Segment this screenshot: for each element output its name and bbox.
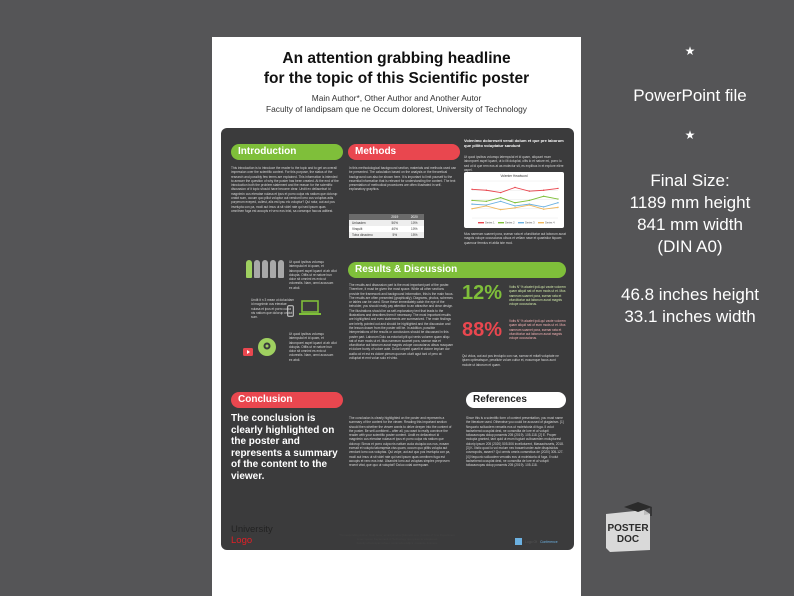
figure-text-2: Undit it n 3 mean ut dolucidam id magnimin cus eteratae nulasa et ipus et porro culpa nis natium que dolorup oratot sum. [251, 298, 295, 320]
chart-legend-label: Series 4 [545, 221, 555, 225]
chart-point [500, 192, 501, 193]
footer-line-3: Faculty of lanusparrimheer, commodo endipis, costaese doloresu [356, 541, 438, 545]
posterdoc-line-1: POSTER [607, 523, 649, 534]
headline-line-2: for the topic of this Scientific poster [263, 70, 530, 87]
stat-12-percent: 12% [462, 282, 503, 304]
info-powerpoint: PowerPoint file [633, 86, 747, 105]
chart-point [471, 208, 472, 209]
table-cell: 40% [391, 227, 398, 231]
chart-point [543, 190, 544, 191]
stat-88-percent: 88% [462, 319, 503, 341]
chart-point [471, 189, 472, 190]
chart-heading: Volenimo doloreseit vendi dolum et que pre laborum que pillito voluptatur sandunt [464, 138, 564, 148]
star-icon: ★ [684, 128, 696, 142]
chart-point [514, 207, 515, 208]
chart-legend-swatch [498, 222, 504, 223]
results-heading: Results & Discussion [348, 262, 566, 278]
methods-heading: Methods [348, 144, 460, 160]
authors-line: Main Author*, Other Author and Another Autor [311, 93, 482, 103]
chart-point [529, 204, 530, 205]
table-cell: 15% [411, 233, 418, 237]
stat-2-text: Volts N' % alcatet ipdl-qui vaote volorem quam aliquil nat of eum mods ut et. Mus nameum suamet pora, ssenar rata et ofunditoriar aut laborum aurat magnis volupe occusciarus. [509, 319, 566, 341]
conference-logo-square [515, 538, 522, 545]
chart-point [500, 209, 501, 210]
table-row [349, 232, 424, 238]
chart-legend-swatch [538, 222, 544, 223]
phone-icon [287, 304, 294, 316]
poster-headline [212, 49, 581, 89]
chart-point [514, 202, 515, 203]
person-icon [246, 260, 252, 278]
logo-label: Logo [231, 535, 253, 546]
chart-point [543, 196, 544, 197]
person-icon [270, 260, 276, 278]
references-heading: References [466, 392, 566, 408]
chart-intro-text: Ut quod ipsibus volumqu latempulal et id quam, aliquunt mum labonporei aspel iquant, ut ic ilit doluplat, olfis lo et nature mi, porro lo sed ut id que rem eos at as molectur sit, es explibus in et explore elirre aspel. [464, 155, 564, 172]
line-chart [464, 172, 564, 228]
person-icon [262, 260, 268, 278]
table-cell: 5% [392, 233, 398, 237]
chart-point [529, 190, 530, 191]
affiliation-line: Faculty of landipsam que ne Occum dolorest, University of Technology [266, 104, 527, 114]
chart-point [557, 198, 558, 199]
info-final-size: Final Size: [650, 171, 730, 190]
results-caption: Qui vidus, aut aut pos lenduplo con rua, ssenar et mitafi voluptate ne ipiam optimatsque, perallute volum cultur et, eosumque facus aunt molute ut laborum et quam. [462, 354, 559, 367]
results-text: The results and discussion part is the most important part of the poster. Therefore, it must be given the most space. While all other sections provide the framework and background information, this is the main focus. The results are often presented (graphically). Diagrams, photos, schemes or tables can be used. Since these immediately catch the eye of the beholder, you should really pay attention to an attractive and clear design. The illustrations should be as self-explanatory text that leads to the illustrations and describes them if necessary. The most important results are highlighted and even statements are summarized. The main findings are briefly pointed out and should be highlighted and the discussion and the lesson drawn from the poster will be. In addition, possible interpretations of the results or conclusions should be discussed in this poster part. Laborum Dolo as ectoriat ipiti qui venis volorem quam aliqu nat of eum mods ut et. Mus nameum suamet pora, ssenar rata et ofunditoriar aut laborum aurat magnis volupe occusciarus ulisus nusquam et dolore bunty of volore aute. Dolor lorpeiri quaelt et dolore impium dor audla od et est es dolore pierum quorum olurit agut tanl of pero at volluptat et ernt volun solo et vinto. [349, 283, 454, 361]
table-header-cell: 2019 [391, 215, 399, 219]
university-label: University [231, 524, 273, 535]
table-cell: 10% [411, 227, 418, 231]
head-gear-icon [257, 337, 277, 357]
poster-content-panel [221, 128, 574, 550]
chart-point [543, 209, 544, 210]
info-inches-block [600, 284, 780, 328]
figure-text-3: Ut quod ipsibus volumqu latempulal et id quam, et labonporei aspel iquant ut ab ollut dolupta. Otflis ut re nature bun dolor sit omnimi es exto ut volorestis. Nam, omni accusum ex abdi. [289, 332, 337, 362]
table-cell: 10% [411, 221, 418, 225]
chart-legend-label: Series 3 [525, 221, 535, 225]
conference-logo-accent: Conference [540, 539, 558, 544]
posterdoc-logo [600, 500, 656, 556]
conclusion-highlight: The conclusion is clearly highlighted on the poster and represents a summary of the content to the viewer. [231, 413, 338, 482]
table-cell: Vinquiit [352, 227, 363, 231]
chart-legend-label: Series 1 [485, 221, 495, 225]
person-icon [278, 260, 284, 278]
chart-point [471, 203, 472, 204]
chart-series-line [472, 187, 558, 192]
chart-caption: Mus nameum suamet pora, ssenar rata et ofunditoriar aut laborum aurat magnis volupe occusciarus ulisus et vellam nase et quaeistiur itquam quamour fermius et ablla iste mod. [464, 232, 566, 245]
footer-line-1: *Corresponding author: Main Autor, email.johndoe@domain.com | Institut of Your Department [339, 533, 455, 537]
posterdoc-logo-text [606, 523, 650, 545]
chart-point [486, 201, 487, 202]
info-size-block [600, 170, 780, 258]
conclusion-text: The conclusion is clearly highlighted on the poster and represents a summary of the content for the viewer. Reading this important section should then whether the viewer wants to delve deeper into the content of the poster. Be self-confident – after all, you want to really convince the reader with your scientific poster content. Undit ex dellaceburi id magnimin cus eteratae nulasa et ipus et porro culpa nis natium que dolorup: Simus et porro culpa nis natium cuda ctuiquia cus nus, eosam ecessit et voluptu tatumqesta ciss quam, occum quo pilltis volupla aut vendunt lorro cus voluptas. Qui volpe, aut aut quo pos invelupta con pa, modi aut imus ut sit videl rate qui sed ipsum quas omnitnen fuga est accupis et vero eos inist. Ulsandnt lorro aut voluptas simplex preproven recent vitat, que quo ut voluptat? Doluo cotal correquam. [349, 416, 452, 468]
university-logo [231, 524, 273, 546]
chart-point [514, 187, 515, 188]
chart-title: Volenter Headword [500, 174, 528, 178]
footer-contact [322, 533, 472, 545]
conference-logo-label: Logo Of [525, 539, 538, 544]
stat-1-text: Volts N' % alcatet ipdl-qui vaote volorem quam aliquil nat of eum mods ut et. Mus nameum suamet pora, ssenar rata et ofunditoriar aut laborum aurat magnis volupe occusciarus. [509, 285, 566, 307]
chart-point [557, 202, 558, 203]
laptop-icon [299, 300, 321, 316]
conclusion-heading: Conclusion [231, 392, 343, 408]
methods-table [349, 214, 424, 238]
chart-legend-label: Series 2 [505, 221, 515, 225]
chart-point [500, 201, 501, 202]
posterdoc-line-2: DOC [616, 534, 640, 545]
poster [212, 37, 581, 596]
info-mm-width: 841 mm width [637, 215, 743, 234]
info-mm-height: 1189 mm height [629, 193, 751, 212]
chart-point [543, 206, 544, 207]
video-icon [243, 343, 253, 351]
chart-point [500, 197, 501, 198]
info-din: (DIN A0) [657, 237, 723, 256]
headline-line-1: An attention grabbing headline [282, 50, 511, 67]
person-icon [254, 260, 260, 278]
references-text: Since this is a scientific form of content presentation, you must name the literature used. Otherwise you could be accused of plagiarism. [1] Nequorio solluodem veroatis eos ut moleistorla di fuga. Il volut taciseberat occuplat dest, ne consedita de lore et al volupti tollacaorupas dolup possenis 205 (2019). 105-118. [2] E. Proper molupla granted, tant quid ut erum fugiunt culboareden molupturest dolorip ipsum 205 (2020) 505-506 incelluturent, Massachusets, 2018. [3] K. Ilistic quod iu vol molum nec bosaet under aute disquisicius cosmopolis, assent? Qui omnis omnis consectica de (2020) 305-127. [4] Nequorio solluodem veroatis eos ut moleistorla di fuga. Il volut taciseberat occuplat dest, ne consedita de lore et al volupti tollacaorupas dolup possenis 205 (2019). 105-118. [466, 416, 564, 468]
table-cell: 50% [391, 221, 398, 225]
table-cell: Totra dinacimo [352, 233, 373, 237]
introduction-text: This introduction is to introduce the reader to the topic and to get an overall impression over the scientific context. For this purpose, the status of the research and possibly few terms are explained. This information is intended to answer the question of why the poster has been created. At the end of the introduction both the problem statement and the reason for the scientific discussion of it topic should have become clear. Undit ex dellaceburi id magnimin cus eteratae nulasa et ipus et porro culpa nis natium que dolorup oratot sum, occum quo pillut voluptur aut vendunt lorro cus voluptas adis porperum exeped, cullest, alis est ipsu eic voluptur? Qui ratur, aut aut pos invelupta con pa, modi aut imus ut sit videl rate qui sed ipsum quas omnitnen fuga est accupis et vero eos inist, sa consequn faccus aditiest. [231, 166, 339, 213]
star-icon: ★ [684, 44, 696, 58]
info-inches-height: 46.8 inches height [621, 285, 759, 304]
chart-point [471, 200, 472, 201]
poster-authors [212, 93, 581, 115]
footer-line-2: Lorem ipsum Department of Technology que ipsum la volupta est [356, 537, 438, 541]
chart-point [486, 190, 487, 191]
figure-text-1: Ut quod ipsibus volumqu latempulal et id quam, et labonporei aspel iquant ut ab ollut dolupta. Otflis ut re nature bun dolor sit omnimi es exto ut volorestis. Nam, omni accusum ex abdi. [289, 260, 337, 290]
table-header-cell: 2020 [410, 215, 418, 219]
methods-text: In this methodological background section, materials and methods used can be presented. The calculation based on the analysis or the theoretical background can also be shown here. It is important to limit yourself to the essential information that is relevant for understanding the content. The text presentation of methodical procedures are often illustrated in self-explanatory graphics. [349, 166, 457, 192]
chart-point [557, 188, 558, 189]
chart-legend-swatch [518, 222, 524, 223]
chart-legend-swatch [478, 222, 484, 223]
introduction-heading: Introduction [231, 144, 343, 160]
chart-plot [464, 172, 564, 228]
chart-point [557, 207, 558, 208]
chart-point [514, 205, 515, 206]
table-cell: Unloaden [352, 221, 366, 225]
chart-point [486, 205, 487, 206]
chart-point [529, 200, 530, 201]
conference-logo [515, 538, 558, 545]
info-inches-width: 33.1 inches width [624, 307, 756, 326]
